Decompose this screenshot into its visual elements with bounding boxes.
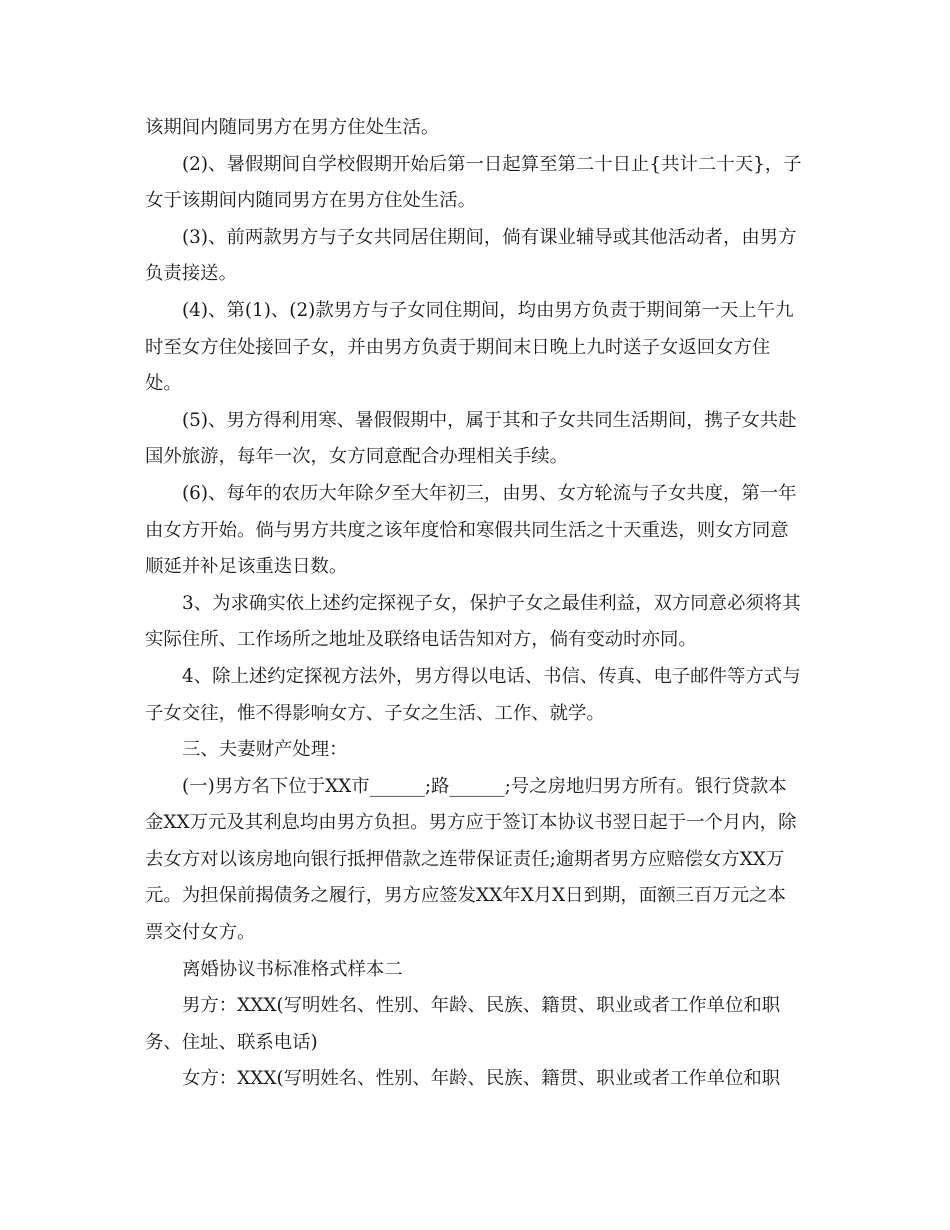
paragraph-lunar-new-year (145, 476, 807, 586)
paragraph-continuation (145, 110, 807, 147)
paragraph-contact-info (145, 586, 807, 659)
text-line: (6)、每年的农历大年除夕至大年初三，由男、女方轮流与子女共度，第一年 (182, 482, 797, 504)
text-line: 离婚协议书标准格式样本二 (182, 958, 403, 980)
text-line: 国外旅游，每年一次，女方同意配合办理相关手续。 (145, 446, 568, 468)
section-heading-property (145, 732, 807, 769)
text-line: 该期间内随同男方在男方住处生活。 (145, 117, 440, 138)
text-line: (一)男方名下位于XX市______;路______;号之房地归男方所有。银行贷款本 (182, 775, 787, 797)
paragraph-overseas-travel (145, 403, 807, 476)
text-line: 女于该期间内随同男方在男方住处生活。 (145, 190, 477, 212)
text-line: 3、为求确实依上述约定探视子女，保护子女之最佳利益，双方同意必须将其 (182, 592, 801, 614)
text-line: 4、除上述约定探视方法外，男方得以电话、书信、传真、电子邮件等方式与 (182, 665, 801, 687)
text-line: 时至女方住处接回子女，并由男方负责于期间末日晚上九时送子女返回女方住 (145, 336, 771, 358)
text-line: 顺延并补足该重迭日数。 (145, 556, 348, 578)
text-line: 务、住址、联系电话) (145, 1031, 318, 1053)
text-line: 男方：XXX(写明姓名、性别、年龄、民族、籍贯、职业或者工作单位和职 (182, 995, 781, 1017)
paragraph-female-party (145, 1061, 807, 1098)
paragraph-real-estate (145, 769, 807, 952)
text-line: 女方：XXX(写明姓名、性别、年龄、民族、籍贯、职业或者工作单位和职 (182, 1068, 781, 1090)
sample-title (145, 952, 807, 989)
text-line: 金XX万元及其利息均由男方负担。男方应于签订本协议书翌日起于一个月内，除 (145, 812, 797, 834)
text-line: (4)、第(1)、(2)款男方与子女同住期间，均由男方负责于期间第一天上午九 (182, 299, 794, 321)
text-line: 实际住所、工作场所之地址及联络电话告知对方，倘有变动时亦同。 (145, 629, 697, 651)
text-line: 负责接送。 (145, 263, 237, 285)
text-line: 子女交往，惟不得影响女方、子女之生活、工作、就学。 (145, 702, 605, 724)
paragraph-male-party (145, 988, 807, 1061)
paragraph-summer-vacation (145, 147, 807, 220)
paragraph-pickup-dropoff (145, 220, 807, 293)
text-line: (2)、暑假期间自学校假期开始后第一日起算至第二十日止{共计二十天}，子 (182, 153, 802, 175)
text-line: 由女方开始。倘与男方共度之该年度恰和寒假共同生活之十天重迭，则女方同意 (145, 519, 789, 541)
text-line: 票交付女方。 (145, 922, 256, 944)
document-body (145, 110, 807, 1098)
text-line: 三、夫妻财产处理： (182, 739, 348, 761)
paragraph-other-contact (145, 659, 807, 732)
text-line: (3)、前两款男方与子女共同居住期间，倘有课业辅导或其他活动者，由男方 (182, 226, 797, 248)
text-line: (5)、男方得利用寒、暑假假期中，属于其和子女共同生活期间，携子女共赴 (182, 409, 797, 431)
text-line: 去女方对以该房地向银行抵押借款之连带保证责任;逾期者男方应赔偿女方XX万 (145, 848, 785, 870)
text-line: 处。 (145, 373, 182, 395)
paragraph-cohabitation-times (145, 293, 807, 403)
text-line: 元。为担保前揭债务之履行，男方应签发XX年X月X日到期，面额三百万元之本 (145, 885, 786, 907)
